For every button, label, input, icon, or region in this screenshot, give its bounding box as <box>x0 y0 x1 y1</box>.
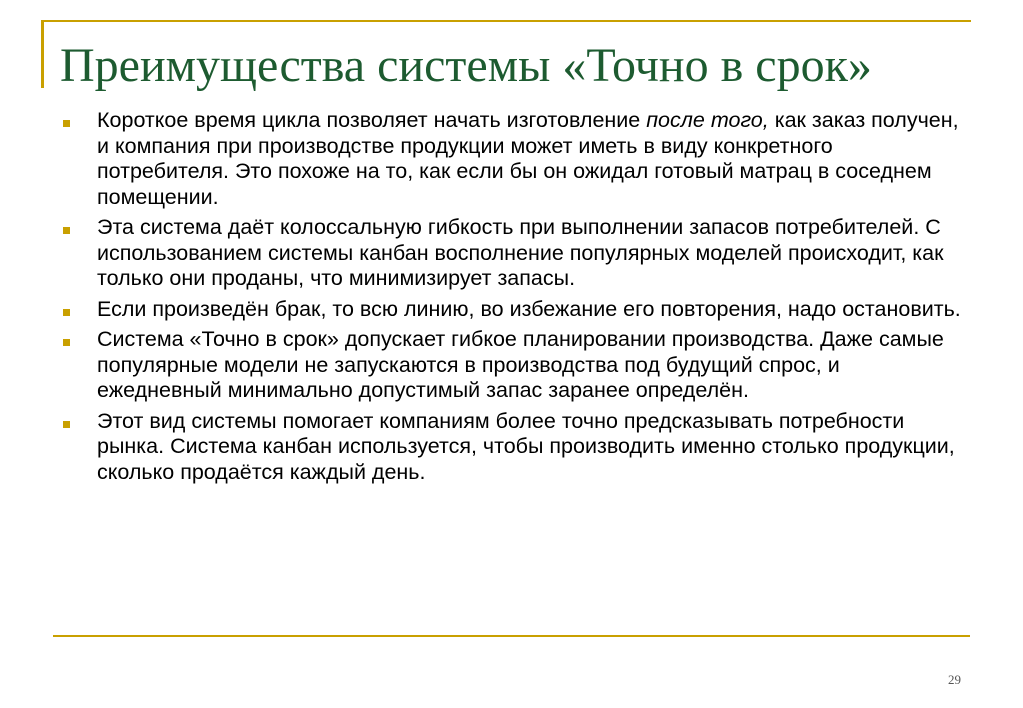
bullet-text-1: Короткое время цикла позволяет начать изготовление после того, как заказ получен, и компания при производстве продукции может иметь в виду конкретного потребителя. Это похоже на то, как если бы он ожидал готовый матрац в соседнем помещении. <box>97 108 959 209</box>
bottom-accent-line <box>53 635 970 637</box>
bullet-item-2 <box>60 215 970 292</box>
square-bullet-icon <box>63 120 70 127</box>
page-number: 29 <box>948 672 961 687</box>
bullet-text-5: Этот вид системы помогает компаниям более точно предсказывать потребности рынка. Система канбан используется, чтобы производить именно столько продукции, сколько продаётся каждый день. <box>97 408 955 484</box>
italic-emphasis: после того, <box>646 108 769 132</box>
bullet-item-5 <box>60 409 970 486</box>
slide-title: Преимущества системы «Точно в срок» <box>60 39 872 92</box>
bullet-text-3: Если произведён брак, то всю линию, во избежание его повторения, надо остановить. <box>97 296 961 321</box>
bullet-item-3 <box>60 297 970 323</box>
bullet-list <box>60 108 970 490</box>
bullet-text-2: Эта система даёт колоссальную гибкость при выполнении запасов потребителей. С использованием системы канбан восполнение популярных моделей происходит, как только они проданы, что минимизирует запасы. <box>97 215 944 290</box>
bullet-item-4 <box>60 327 970 404</box>
bullet-item-1 <box>60 108 970 210</box>
top-accent-line <box>41 20 971 22</box>
left-accent-line <box>41 20 44 88</box>
square-bullet-icon <box>63 421 70 428</box>
bullet-text-4: Система «Точно в срок» допускает гибкое планировании производства. Даже самые популярные модели не запускаются в производства под будущий спрос, и ежедневный минимально допустимый запас заранее определён. <box>97 327 944 402</box>
square-bullet-icon <box>63 339 70 346</box>
square-bullet-icon <box>63 309 70 316</box>
square-bullet-icon <box>63 227 70 234</box>
